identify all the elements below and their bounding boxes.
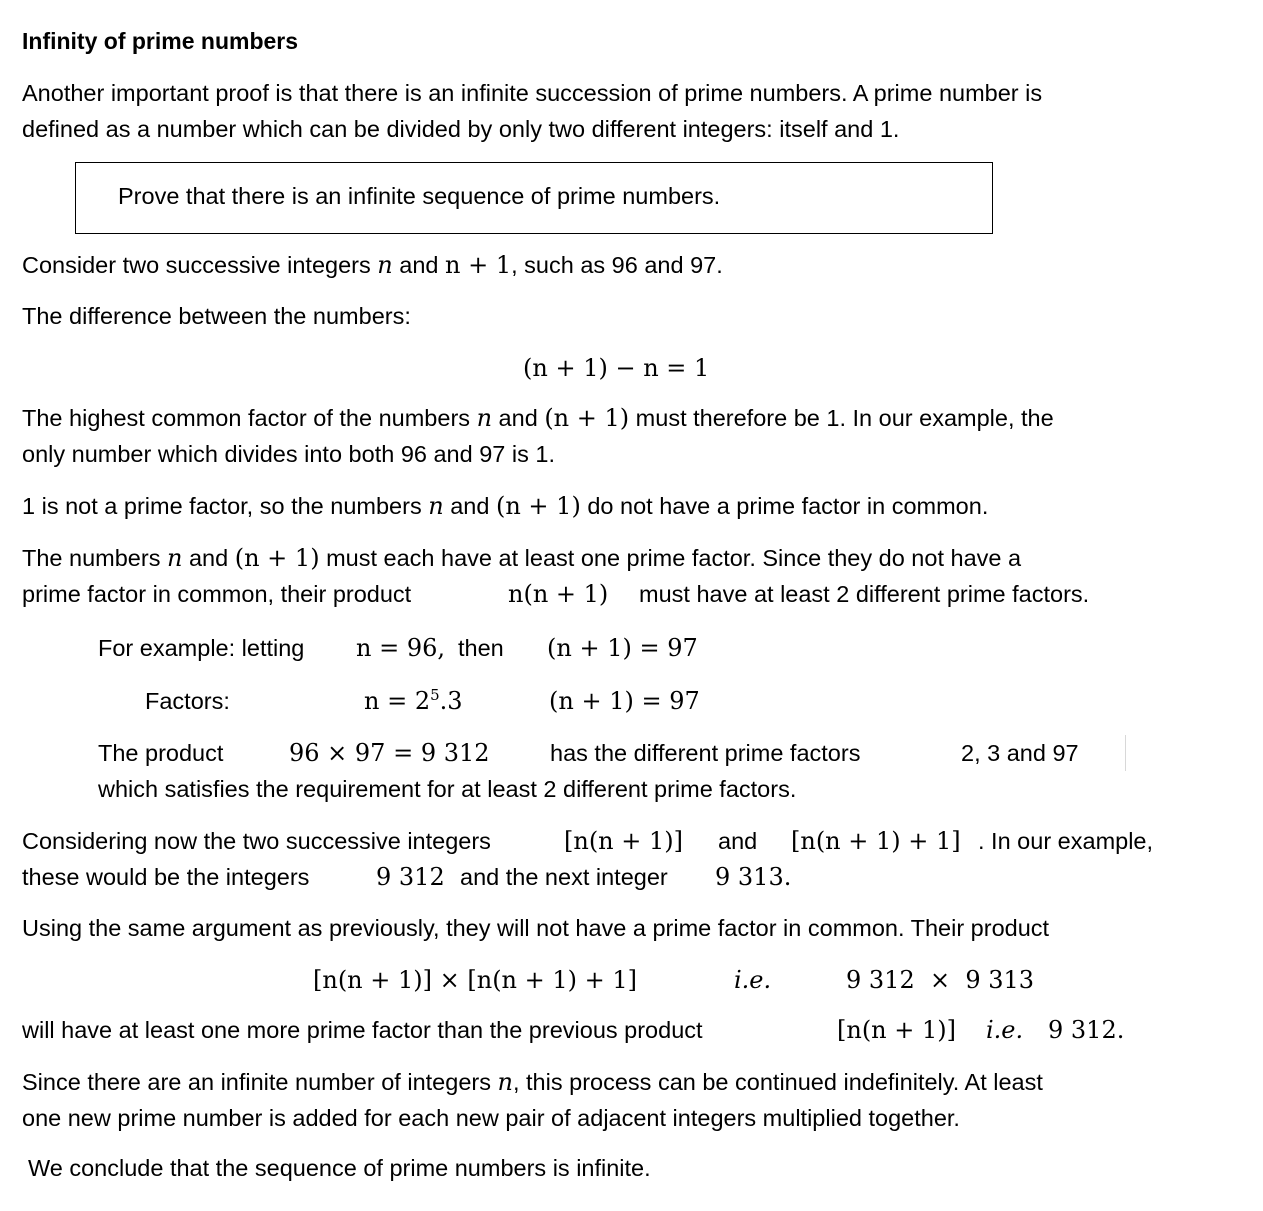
each-factor-line-2b: must have at least 2 different prime factors. (639, 581, 1090, 607)
each-factor-text-1: The numbers (22, 545, 167, 571)
intro-line-2: defined as a number which can be divided by only two different integers: itself and 1. (22, 116, 900, 142)
math-n-plus-1: (n + 1) (234, 544, 320, 572)
factors-list: 2, 3 and 97 (961, 740, 1079, 766)
consider-text-2: and (392, 252, 446, 278)
hcf-line-1 (22, 403, 1054, 433)
example-label: For example: letting (98, 635, 305, 661)
each-factor-text-2: and (182, 545, 235, 571)
intro-line-1: Another important proof is that there is an infinite succession of prime numbers. A prime number is (22, 80, 1043, 106)
product-equation: 96 × 97 = 9 312 (289, 739, 490, 767)
math-product-n: n(n + 1) (508, 580, 609, 608)
not-prime-text-2: and (443, 493, 496, 519)
product-label: The product (98, 740, 224, 766)
not-prime-line (22, 491, 988, 521)
task-text: Prove that there is an infinite sequence of prime numbers. (118, 183, 721, 209)
considering-line-2a: these would be the integers (22, 864, 310, 890)
hcf-text-1: The highest common factor of the numbers (22, 405, 477, 431)
ie-text: i.e. (734, 966, 772, 994)
since-text-1: Since there are an infinite number of integers (22, 1069, 498, 1095)
ie-text: i.e. (986, 1016, 1024, 1044)
math-bracket-product-plus-1: [n(n + 1) + 1] (791, 827, 961, 855)
math-n: n (166, 544, 183, 572)
hcf-text-3: must therefore be 1. In our example, the (629, 405, 1054, 431)
difference-label: The difference between the numbers: (22, 303, 411, 329)
same-argument-text: Using the same argument as previously, they will not have a prime factor in common. Their product (22, 915, 1050, 941)
conclusion-text: We conclude that the sequence of prime numbers is infinite. (28, 1155, 651, 1181)
consider-line (22, 250, 723, 280)
considering-text-2: . In our example, (978, 828, 1154, 854)
considering-line-2b: and the next integer (460, 864, 668, 890)
since-line-2: one new prime number is added for each new pair of adjacent integers multiplied together. (22, 1105, 960, 1131)
has-factors-text: has the different prime factors (550, 740, 861, 766)
each-factor-line-2a: prime factor in common, their product (22, 581, 412, 607)
not-prime-text-1: 1 is not a prime factor, so the numbers (22, 493, 429, 519)
n-factor-exponent: 5 (430, 686, 440, 704)
since-line-1 (22, 1067, 1043, 1097)
factors-label: Factors: (145, 688, 230, 714)
n-factor-tail: .3 (439, 687, 463, 715)
hcf-text-2: and (492, 405, 545, 431)
text-cursor (1125, 735, 1126, 771)
math-n: n (476, 404, 493, 432)
difference-equation: (n + 1) − n = 1 (523, 354, 710, 382)
since-text-2: , this process can be continued indefinitely. At least (512, 1069, 1043, 1095)
math-bracket-product: [n(n + 1)] (564, 827, 684, 855)
math-n: n (428, 492, 444, 520)
n-factor-base: n = 2 (364, 687, 431, 715)
math-n: n (377, 251, 393, 279)
value-9313: 9 313. (715, 863, 792, 891)
example-n-equals: n = 96, (356, 634, 445, 662)
product-equation-numeric: 9 312 × 9 313 (846, 966, 1035, 994)
hcf-line-2: only number which divides into both 96 and 97 is 1. (22, 441, 555, 467)
n-factorization (364, 686, 463, 716)
math-previous-product: [n(n + 1)] (837, 1016, 957, 1044)
each-factor-line-1 (22, 543, 1021, 573)
page-title: Infinity of prime numbers (22, 28, 299, 54)
satisfies-text: which satisfies the requirement for at least 2 different prime factors. (98, 776, 797, 802)
n-plus-1-factorization: (n + 1) = 97 (549, 687, 700, 715)
more-factor-text: will have at least one more prime factor than the previous product (22, 1017, 703, 1043)
each-factor-text-3: must each have at least one prime factor. Since they do not have a (319, 545, 1022, 571)
value-9312-end: 9 312. (1048, 1016, 1125, 1044)
math-n-plus-1: n + 1 (445, 251, 512, 279)
product-equation-general: [n(n + 1)] × [n(n + 1) + 1] (313, 966, 638, 994)
value-9312: 9 312 (376, 863, 445, 891)
math-n-plus-1: (n + 1) (544, 404, 630, 432)
not-prime-text-3: do not have a prime factor in common. (580, 493, 989, 519)
example-n-plus-1-equals: (n + 1) = 97 (547, 634, 698, 662)
considering-and: and (718, 828, 758, 854)
math-n: n (497, 1068, 513, 1096)
consider-text-3: , such as 96 and 97. (511, 252, 723, 278)
math-n-plus-1: (n + 1) (495, 492, 581, 520)
considering-text-1: Considering now the two successive integers (22, 828, 491, 854)
example-then: then (458, 635, 504, 661)
consider-text-1: Consider two successive integers (22, 252, 378, 278)
